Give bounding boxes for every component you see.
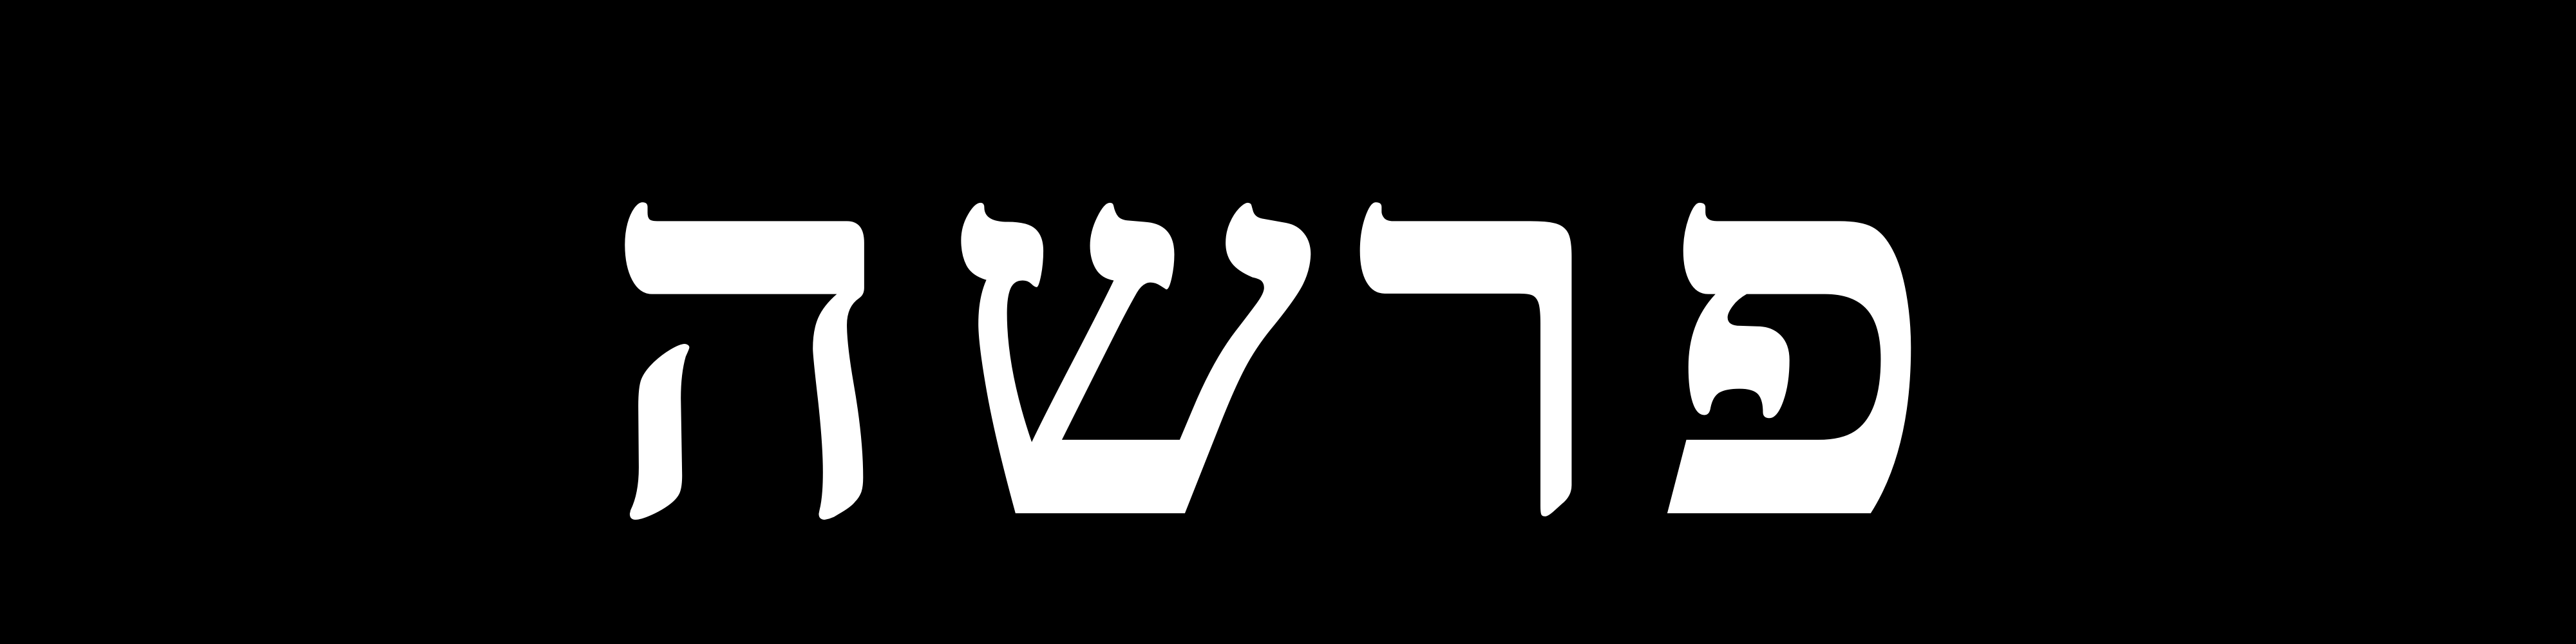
hebrew-word: פרשה — [598, 18, 1978, 638]
